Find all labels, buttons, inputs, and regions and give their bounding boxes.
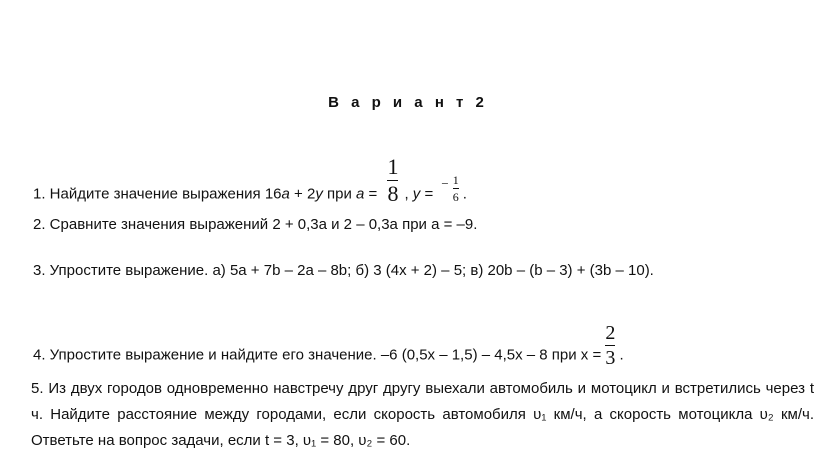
task-3: 3. Упростите выражение. а) 5a + 7b – 2a – 8b; б) 3 (4x + 2) – 5; в) 20b – (b – 3) + (3b – 10). [33,262,654,279]
var-y-2: y [412,185,421,203]
fraction-y-den: 6 [452,190,459,204]
task-1-plus: + 2 [289,185,316,203]
fraction-x-den: 3 [605,347,616,369]
fraction-a-den: 8 [387,181,399,206]
task-4-text: 4. Упростите выражение и найдите его значение. –6 (0,5x – 1,5) – 4,5x – 8 при x = [33,346,606,364]
fraction-bar [605,345,615,346]
var-a-2: a [356,185,365,203]
task-2: 2. Сравните значения выражений 2 + 0,3a и 2 – 0,3a при a = –9. [33,216,478,233]
task-1-sep: , [404,185,413,203]
task-4-end: . [615,346,624,364]
fraction-x [605,323,615,368]
fraction-a [387,156,398,205]
eq-y: = [420,185,438,203]
minus-sign: − [441,176,449,192]
task-1-text: 1. Найдите значение выражения 16 [33,185,282,203]
fraction-y [453,174,459,203]
task-1-end: . [462,185,467,203]
fraction-a-num: 1 [387,154,399,179]
eq-a: = [364,185,382,203]
task-5: 5. Из двух городов одновременно навстречу друг другу выехали автомобиль и мотоцикл и встретились через t ч. Найдите расстояние между городами, если скорость автомобиля υ₁ км/ч, а скорость мотоцикла υ₂ км/ч. Ответьте на вопрос задачи, если t = 3, υ₁ = 80, υ₂ = 60. [31,380,814,449]
task-1-tail: при [322,185,356,203]
variant-title: В а р и а н т 2 [328,94,488,111]
task-4 [33,322,624,378]
var-a: a [281,185,290,203]
fraction-x-num: 2 [605,322,616,344]
fraction-bar [453,188,459,189]
fraction-y-num: 1 [452,173,459,187]
task-1 [33,154,467,219]
var-y: y [315,185,323,203]
